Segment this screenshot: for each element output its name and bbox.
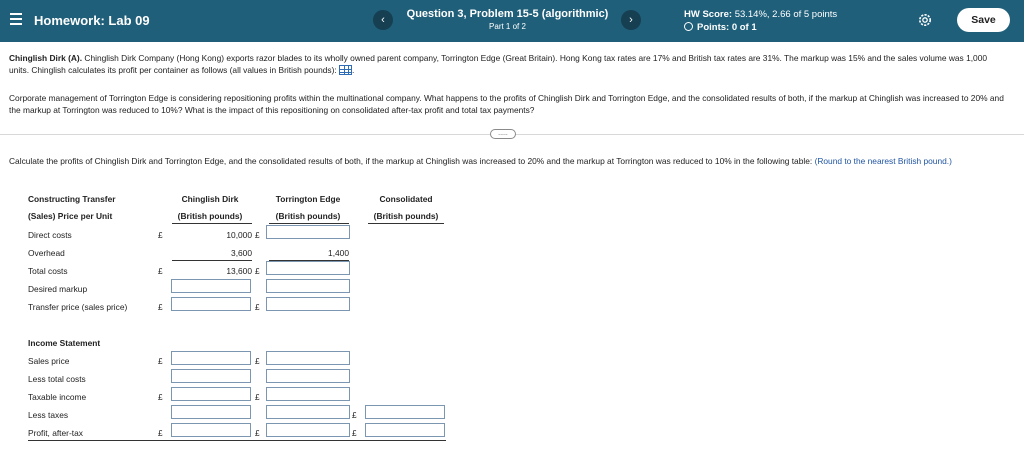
- instruction: Calculate the profits of Chinglish Dirk and Torrington Edge, and the consolidated results of both, if the markup at Chinglish was increased to 20% and the markup at Torrington was reduced to 10% in the following table:: [9, 156, 813, 166]
- currency-symbol: £: [255, 356, 260, 366]
- problem-text-end: .: [352, 65, 355, 75]
- show-more-button[interactable]: .....: [490, 129, 516, 139]
- data-table-icon[interactable]: [339, 65, 355, 75]
- row-label-transfer-price: Transfer price (sales price): [28, 302, 128, 312]
- income-statement-heading: Income Statement: [28, 338, 101, 348]
- transfer-price-torrington-input[interactable]: [266, 297, 350, 311]
- question-part: Part 1 of 2: [489, 22, 526, 31]
- less-taxes-torrington-input[interactable]: [266, 405, 350, 419]
- problem-statement: [9, 52, 1009, 76]
- taxable-income-torrington-input[interactable]: [266, 387, 350, 401]
- instruction-text: [9, 155, 1009, 167]
- table-bottom-rule: [28, 440, 446, 441]
- save-button[interactable]: Save: [957, 8, 1010, 32]
- row-label-direct-costs: Direct costs: [28, 230, 72, 240]
- subtotal-rule-chinglish: [172, 260, 252, 261]
- currency-symbol: £: [158, 356, 163, 366]
- torrington-header: Torrington Edge: [275, 194, 341, 204]
- currency-symbol: £: [158, 230, 163, 240]
- torrington-header-unit: (British pounds): [275, 211, 341, 221]
- less-total-costs-chinglish-input[interactable]: [171, 369, 251, 383]
- next-question-button[interactable]: ›: [621, 10, 641, 30]
- menu-icon[interactable]: [10, 13, 22, 27]
- direct-costs-torrington-input[interactable]: [266, 225, 350, 239]
- profit-after-tax-torrington-input[interactable]: [266, 423, 350, 437]
- taxable-income-chinglish-input[interactable]: [171, 387, 251, 401]
- hw-score: [684, 9, 837, 20]
- currency-symbol: £: [158, 392, 163, 402]
- row-label-sales-price: Sales price: [28, 356, 70, 366]
- currency-symbol: £: [158, 266, 163, 276]
- question-title: Question 3, Problem 15-5 (algorithmic): [406, 8, 609, 20]
- gear-icon[interactable]: [917, 12, 933, 28]
- desired-markup-chinglish-input[interactable]: [171, 279, 251, 293]
- hw-score-label: HW Score:: [684, 9, 733, 20]
- less-taxes-consolidated-input[interactable]: [365, 405, 445, 419]
- currency-symbol: £: [255, 392, 260, 402]
- transfer-price-chinglish-input[interactable]: [171, 297, 251, 311]
- header-underline-chinglish: [172, 223, 252, 224]
- currency-symbol: £: [352, 410, 357, 420]
- currency-symbol: £: [352, 428, 357, 438]
- sales-price-torrington-input[interactable]: [266, 351, 350, 365]
- currency-symbol: £: [158, 428, 163, 438]
- consolidated-header: Consolidated: [379, 194, 433, 204]
- overhead-torrington-value: 1,400: [328, 248, 349, 258]
- hw-score-value: 53.14%, 2.66 of 5 points: [734, 9, 838, 20]
- overhead-chinglish-value: 3,600: [231, 248, 252, 258]
- desired-markup-torrington-input[interactable]: [266, 279, 350, 293]
- currency-symbol: £: [255, 302, 260, 312]
- row-label-overhead: Overhead: [28, 248, 65, 258]
- less-taxes-chinglish-input[interactable]: [171, 405, 251, 419]
- row-header-line1: Constructing Transfer: [28, 194, 116, 204]
- currency-symbol: £: [255, 230, 260, 240]
- direct-costs-chinglish-value: 10,000: [226, 230, 252, 240]
- row-label-profit-after-tax: Profit, after-tax: [28, 428, 83, 438]
- problem-title: Chinglish Dirk (A).: [9, 53, 83, 63]
- problem-question: Corporate management of Torrington Edge is considering repositioning profits within the multinational company. What happens to the profits of Chinglish Dirk and Torrington Edge, and the consolidated results of both, if the markup at Chinglish was increased to 20% and the markup at Torrington was reduced to 10%? What is the impact of this repositioning on consolidated after-tax profit and total tax payments?: [9, 93, 1004, 115]
- points-status: [684, 22, 757, 33]
- sales-price-chinglish-input[interactable]: [171, 351, 251, 365]
- profit-after-tax-consolidated-input[interactable]: [365, 423, 445, 437]
- chinglish-header-unit: (British pounds): [177, 211, 243, 221]
- currency-symbol: £: [255, 428, 260, 438]
- points-text: Points: 0 of 1: [697, 22, 757, 33]
- points-circle-icon: [684, 22, 693, 31]
- profit-after-tax-chinglish-input[interactable]: [171, 423, 251, 437]
- row-label-total-costs: Total costs: [28, 266, 68, 276]
- row-label-less-total-costs: Less total costs: [28, 374, 86, 384]
- header-underline-torrington: [269, 223, 349, 224]
- header-bar: [0, 0, 1024, 42]
- consolidated-header-unit: (British pounds): [373, 211, 439, 221]
- problem-text: Chinglish Dirk Company (Hong Kong) exports razor blades to its wholly owned parent company, Torrington Edge (Great Britain). Hong Kong tax rates are 17% and British tax rates are 31%. The markup was 15% and the sales volume was 1,000 units. Chinglish calculates its profit per container as follows (all values in British pounds):: [9, 53, 988, 75]
- previous-question-button[interactable]: ‹: [373, 10, 393, 30]
- rounding-note: (Round to the nearest British pound.): [814, 156, 952, 166]
- homework-title[interactable]: Homework: Lab 09: [34, 13, 150, 28]
- currency-symbol: £: [255, 266, 260, 276]
- row-label-less-taxes: Less taxes: [28, 410, 69, 420]
- row-label-taxable-income: Taxable income: [28, 392, 87, 402]
- header-underline-consolidated: [368, 223, 444, 224]
- total-costs-chinglish-value: 13,600: [226, 266, 252, 276]
- less-total-costs-torrington-input[interactable]: [266, 369, 350, 383]
- total-costs-torrington-input[interactable]: [266, 261, 350, 275]
- chinglish-header: Chinglish Dirk: [181, 194, 239, 204]
- row-header-line2: (Sales) Price per Unit: [28, 211, 113, 221]
- currency-symbol: £: [158, 302, 163, 312]
- row-label-desired-markup: Desired markup: [28, 284, 88, 294]
